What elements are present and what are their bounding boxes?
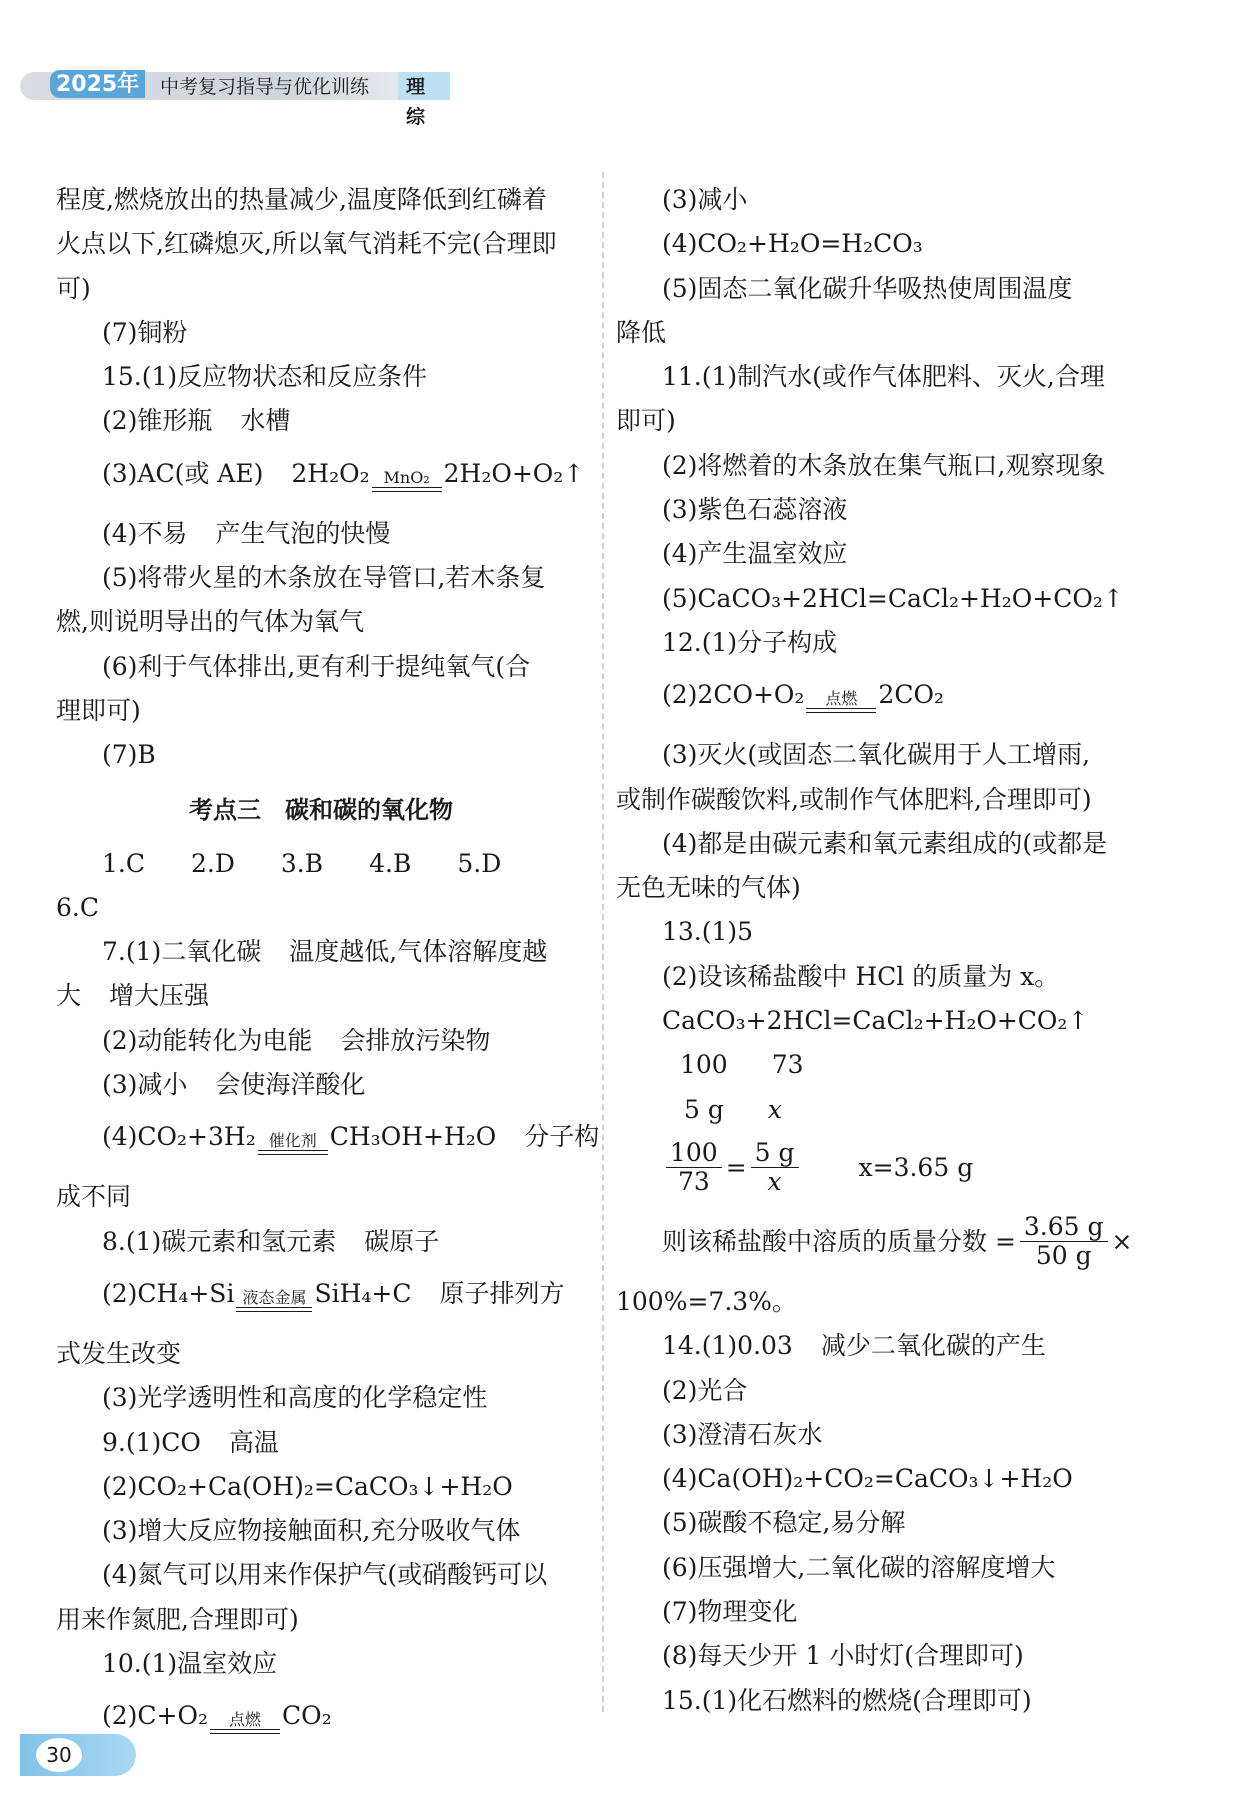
equation-line [616, 665, 1156, 733]
answer-line: 15.(1)反应物状态和反应条件 [102, 362, 428, 392]
answer-text: 原子排列方 [439, 1278, 565, 1308]
answer-line: (7)铜粉 [102, 317, 188, 347]
left-column [56, 178, 600, 1754]
fraction: $\frac{3.65 g}{50 g}$ [1020, 1213, 1108, 1270]
header-subject: 理综 [398, 72, 450, 100]
answer-line: CaCO₃+2HCl=CaCl₂+H₂O+CO₂↑ [662, 1006, 1089, 1036]
answer-text: 增大压强 [109, 981, 210, 1011]
answer-text: (2)动能转化为电能 [102, 1025, 313, 1055]
answer-text: 9.(1)CO [102, 1427, 201, 1457]
answer-text: 8.(1)碳元素和氢元素 [102, 1226, 337, 1256]
answer-line: 程度,燃烧放出的热量减少,温度降低到红磷着 [56, 185, 547, 214]
equation-line [56, 1686, 586, 1754]
answer-line: (4)都是由碳元素和氧元素组成的(或都是 [662, 828, 1108, 858]
answer-line: (2)CO₂+Ca(OH)₂=CaCO₃↓+H₂O [102, 1471, 513, 1501]
answer-text: 则该稀盐酸中溶质的质量分数 = [662, 1226, 1016, 1256]
multiple-choice-answers [56, 842, 586, 886]
answer-line: (8)每天少开 1 小时灯(合理即可) [662, 1641, 1024, 1671]
equation-reactant: (2)2CO+O₂ [662, 680, 805, 710]
answer-line: (2)光合 [662, 1375, 748, 1405]
answer-text: 14.(1)0.03 [662, 1331, 793, 1361]
answer-line [56, 512, 586, 556]
answer-line: (7)物理变化 [662, 1597, 798, 1627]
choice-answer: 5.D [457, 848, 502, 878]
answer-line: 即可) [616, 406, 676, 436]
equals-sign: = [725, 1153, 747, 1183]
answer-line [56, 974, 586, 1018]
answer-line: 12.(1)分子构成 [662, 627, 838, 657]
answer-line [56, 1421, 586, 1465]
answer-line: (2)将燃着的木条放在集气瓶口,观察现象 [662, 450, 1106, 480]
answer-text: 减少二氧化碳的产生 [820, 1331, 1046, 1361]
header-year: 2025年 [50, 70, 145, 98]
proportion-line [616, 1132, 1156, 1204]
equation-product: CH₃OH+H₂O [329, 1122, 497, 1152]
equation-product: CO₂ [282, 1701, 332, 1731]
answer-line [616, 1324, 1156, 1368]
calc-value: 73 [771, 1050, 804, 1080]
answer-line: (4)产生温室效应 [662, 539, 848, 569]
reaction-condition: MnO₂ [372, 469, 442, 504]
answer-line: 可) [56, 273, 91, 303]
answer-line: 11.(1)制汽水(或作气体肥料、灭火,合理 [662, 362, 1105, 392]
answer-line: 理即可) [56, 695, 141, 725]
answer-line [56, 1063, 586, 1107]
answer-line: 13.(1)5 [662, 917, 754, 947]
reaction-condition: 点燃 [806, 690, 876, 725]
answer-line: (6)利于气体排出,更有利于提纯氧气(合 [102, 651, 531, 681]
running-header [20, 72, 450, 128]
section-heading: 考点三 碳和碳的氧化物 [189, 795, 453, 824]
answer-text: 大 [56, 981, 82, 1011]
answer-line: (5)将带火星的木条放在导管口,若木条复 [102, 563, 546, 593]
answer-text: 温度越低,气体溶解度越 [289, 937, 548, 967]
equation-product: 2H₂O+O₂↑ [443, 458, 585, 488]
answer-line: (5)碳酸不稳定,易分解 [662, 1508, 906, 1538]
equation-line [56, 1264, 586, 1332]
answer-line: (3)减小 [662, 185, 748, 214]
answer-line: (3)增大反应物接触面积,充分吸收气体 [102, 1516, 521, 1546]
answer-line [56, 1220, 586, 1264]
equation-reactant: 2H₂O₂ [291, 458, 370, 488]
answer-text: (4)不易 [102, 518, 188, 548]
answer-line: (3)澄清石灰水 [662, 1419, 823, 1449]
calc-value: x [767, 1094, 782, 1124]
header-title: 中考复习指导与优化训练 [160, 76, 370, 98]
answer-text: 碳原子 [364, 1226, 440, 1256]
answer-line: 降低 [616, 317, 667, 347]
calc-ratio-line [616, 1088, 1156, 1132]
answer-text: 7.(1)二氧化碳 [102, 937, 262, 967]
answer-text: 分子构 [524, 1122, 600, 1152]
answer-line: 或制作碳酸饮料,或制作气体肥料,合理即可) [616, 784, 1092, 814]
right-column [616, 178, 1156, 1723]
answer-line [56, 1019, 586, 1063]
answer-line: 燃,则说明导出的气体为氧气 [56, 607, 364, 637]
fraction: $\frac{100}{73}$ [666, 1139, 722, 1196]
answer-line: (5)固态二氧化碳升华吸热使周围温度 [662, 273, 1073, 303]
equation-line [56, 1107, 600, 1175]
answer-line [56, 930, 586, 974]
equation-product: 2CO₂ [878, 680, 944, 710]
reaction-condition: 液态金属 [236, 1289, 312, 1324]
answer-line: 成不同 [56, 1182, 132, 1212]
answer-line [56, 399, 586, 443]
answer-line: (4)Ca(OH)₂+CO₂=CaCO₃↓+H₂O [662, 1464, 1073, 1494]
answer-text: 会使海洋酸化 [215, 1070, 366, 1100]
page-number-tab [20, 1734, 136, 1776]
answer-line: (4)CO₂+H₂O=H₂CO₃ [662, 229, 923, 259]
answer-text: 会排放污染物 [340, 1025, 491, 1055]
answer-line: 火点以下,红磷熄灭,所以氧气消耗不完(合理即 [56, 229, 557, 259]
answer-line: (3)光学透明性和高度的化学稳定性 [102, 1383, 488, 1413]
choice-answer: 4.B [369, 848, 412, 878]
times-sign: × [1111, 1226, 1133, 1256]
answer-line: (7)B [102, 740, 156, 770]
answer-line: 无色无味的气体) [616, 873, 801, 903]
answer-line: (5)CaCO₃+2HCl=CaCl₂+H₂O+CO₂↑ [662, 583, 1124, 613]
answer-line: (2)设该稀盐酸中 HCl 的质量为 x。 [662, 961, 1060, 991]
equation-reactant: (2)CH₄+Si [102, 1278, 235, 1308]
answer-line: 用来作氮肥,合理即可) [56, 1604, 299, 1634]
calc-value: 5 g [684, 1094, 724, 1124]
answer-line: 15.(1)化石燃料的燃烧(合理即可) [662, 1685, 1032, 1715]
calc-result: x=3.65 g [858, 1153, 974, 1183]
reaction-condition: 催化剂 [258, 1132, 328, 1167]
answer-line: 6.C [56, 892, 99, 922]
equation-product: SiH₄+C [314, 1278, 412, 1308]
choice-answer: 2.D [190, 848, 235, 878]
answer-text: (3)减小 [102, 1070, 188, 1100]
calc-ratio-line [616, 1043, 1156, 1087]
equation-reactant: (4)CO₂+3H₂ [102, 1122, 256, 1152]
answer-text: (2)锥形瓶 [102, 406, 213, 436]
choice-answer: 1.C [102, 848, 145, 878]
equation-line [56, 444, 586, 512]
answer-text: 产生气泡的快慢 [215, 518, 391, 548]
answer-line: 10.(1)温室效应 [102, 1649, 278, 1679]
answer-text: 水槽 [240, 406, 291, 436]
answer-text: 高温 [228, 1427, 279, 1457]
answer-line: (3)紫色石蕊溶液 [662, 495, 848, 525]
answer-text: (3)AC(或 AE) [102, 458, 264, 488]
answer-line: (6)压强增大,二氧化碳的溶解度增大 [662, 1552, 1056, 1582]
reaction-condition: 点燃 [210, 1711, 280, 1746]
answer-line: 式发生改变 [56, 1338, 182, 1368]
answer-line: 100%=7.3%。 [616, 1286, 797, 1316]
answer-line: (3)灭火(或固态二氧化碳用于人工增雨, [662, 740, 1091, 770]
page-number: 30 [36, 1738, 82, 1772]
answer-line [616, 1204, 1156, 1280]
column-divider [602, 172, 604, 1712]
fraction: $\frac{5 g}{x}$ [751, 1139, 799, 1196]
equation-reactant: (2)C+O₂ [102, 1701, 209, 1731]
choice-answer: 3.B [280, 848, 324, 878]
answer-line: (4)氮气可以用来作保护气(或硝酸钙可以 [102, 1560, 548, 1590]
calc-value: 100 [680, 1050, 728, 1080]
